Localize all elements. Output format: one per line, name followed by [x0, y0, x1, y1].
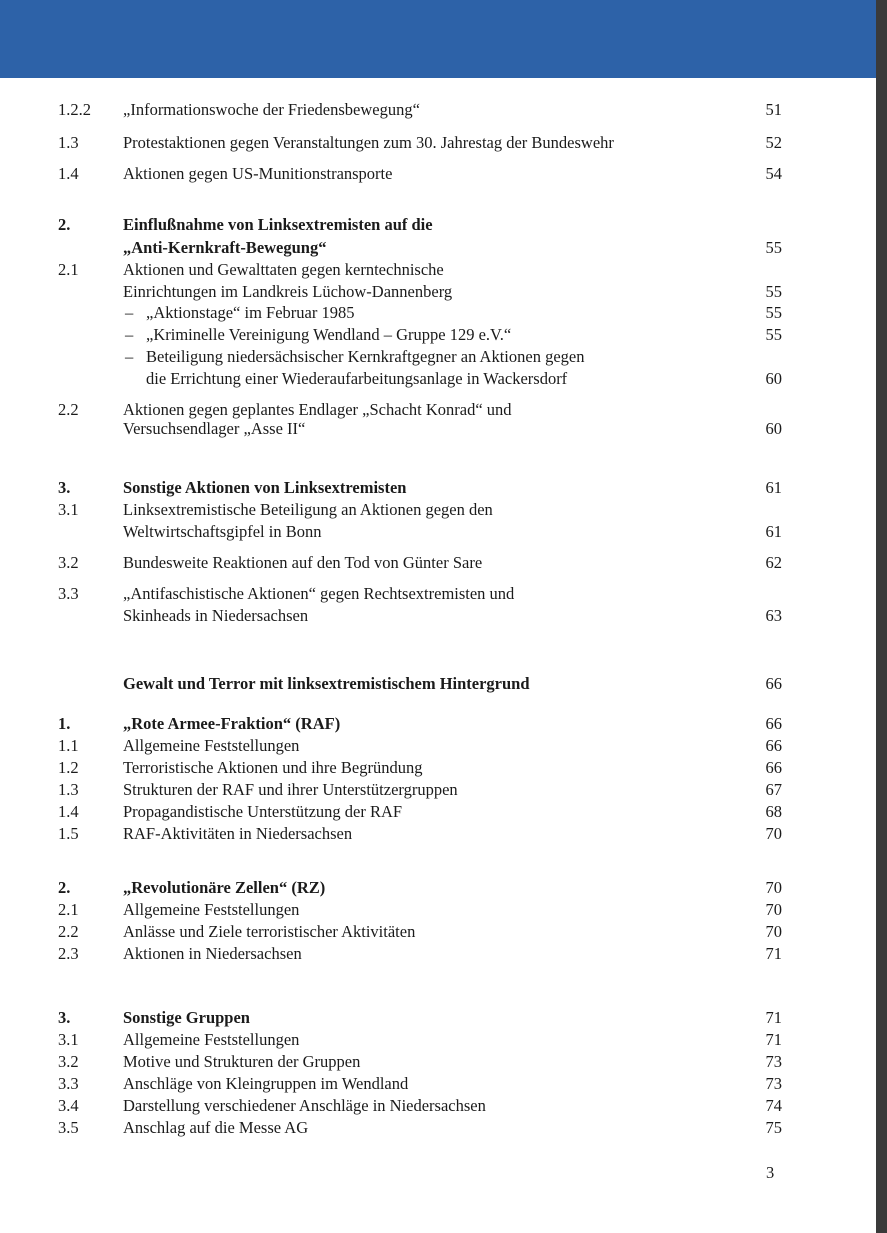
- toc-entry: [0, 735, 876, 757]
- toc-chapter-heading-continued: [0, 237, 876, 259]
- toc-page-number: 62: [765, 553, 782, 572]
- toc-page-number: 55: [765, 282, 782, 301]
- toc-entry: [0, 801, 876, 823]
- toc-entry-title: „Rote Armee-Fraktion“ (RAF): [123, 714, 341, 733]
- toc-entry-title: Anlässe und Ziele terroristischer Aktivitäten: [123, 922, 416, 941]
- toc-entry-continued: [0, 418, 876, 440]
- toc-section-number: 3.2: [58, 1052, 79, 1071]
- toc-entry-title: „Kriminelle Vereinigung Wendland – Gruppe 129 e.V.“: [146, 325, 512, 344]
- toc-dash: –: [125, 303, 134, 322]
- toc-section-number: 2.2: [58, 922, 79, 941]
- toc-entry: [0, 1095, 876, 1117]
- toc-entry-title: Protestaktionen gegen Veranstaltungen zum 30. Jahrestag der Bundeswehr: [123, 133, 614, 152]
- toc-entry-title: Einrichtungen im Landkreis Lüchow-Dannenberg: [123, 282, 453, 301]
- toc-chapter-heading: [0, 477, 876, 499]
- toc-entry: [0, 132, 876, 154]
- toc-entry: [0, 259, 876, 281]
- toc-entry: [0, 1117, 876, 1139]
- toc-entry-title: Allgemeine Feststellungen: [123, 900, 300, 919]
- toc-page-number: 70: [765, 824, 782, 843]
- toc-section-number: 3.1: [58, 500, 79, 519]
- toc-entry-title: Anschlag auf die Messe AG: [123, 1118, 309, 1137]
- toc-chapter-heading: [0, 1007, 876, 1029]
- toc-entry-title: Sonstige Gruppen: [123, 1008, 250, 1027]
- toc-entry-title: Weltwirtschaftsgipfel in Bonn: [123, 522, 322, 541]
- toc-page-number: 61: [765, 478, 782, 497]
- toc-section-number: 2.1: [58, 260, 79, 279]
- toc-entry-continued: [0, 281, 876, 303]
- toc-entry: [0, 823, 876, 845]
- toc-section-number: 1.: [58, 714, 71, 733]
- toc-page-number: 55: [765, 238, 782, 257]
- toc-page-number: 73: [765, 1074, 782, 1093]
- toc-section-number: 1.2.2: [58, 100, 91, 119]
- toc-chapter-heading: [0, 214, 876, 236]
- toc-section-number: 2.1: [58, 900, 79, 919]
- toc-section-number: 1.2: [58, 758, 79, 777]
- toc-section-number: 2.: [58, 878, 71, 897]
- toc-page-number: 71: [765, 944, 782, 963]
- toc-entry: [0, 499, 876, 521]
- toc-entry-title: Allgemeine Feststellungen: [123, 1030, 300, 1049]
- toc-entry-title: Aktionen gegen geplantes Endlager „Schacht Konrad“ und: [123, 400, 512, 419]
- header-color-band: [0, 0, 876, 78]
- toc-entry-title: Propagandistische Unterstützung der RAF: [123, 802, 403, 821]
- toc-entry-title: „Aktionstage“ im Februar 1985: [146, 303, 355, 322]
- toc-entry-title: Darstellung verschiedener Anschläge in Niedersachsen: [123, 1096, 486, 1115]
- toc-entry-title: Skinheads in Niedersachsen: [123, 606, 309, 625]
- toc-section-number: 3.4: [58, 1096, 79, 1115]
- toc-page-number: 55: [765, 325, 782, 344]
- toc-entry-title: RAF-Aktivitäten in Niedersachsen: [123, 824, 353, 843]
- toc-section-number: 2.: [58, 215, 71, 234]
- toc-page-number: 66: [765, 736, 782, 755]
- toc-section-number: 3.: [58, 1008, 71, 1027]
- toc-entry-title: „Revolutionäre Zellen“ (RZ): [123, 878, 326, 897]
- toc-page-number: 75: [765, 1118, 782, 1137]
- toc-page-number: 70: [765, 878, 782, 897]
- toc-entry: [0, 583, 876, 605]
- toc-entry: [0, 1051, 876, 1073]
- toc-page-number: 66: [765, 674, 782, 693]
- toc-chapter-heading: [0, 713, 876, 735]
- toc-chapter-heading: [0, 877, 876, 899]
- toc-entry-title: die Errichtung einer Wiederaufarbeitungsanlage in Wackersdorf: [146, 369, 568, 388]
- toc-section-number: 1.4: [58, 802, 79, 821]
- toc-section-number: 3.3: [58, 584, 79, 603]
- toc-entry-title: Anschläge von Kleingruppen im Wendland: [123, 1074, 409, 1093]
- toc-section-number: 3.5: [58, 1118, 79, 1137]
- toc-page-number: 71: [765, 1030, 782, 1049]
- toc-entry-title: Linksextremistische Beteiligung an Aktionen gegen den: [123, 500, 493, 519]
- toc-dash: –: [125, 325, 134, 344]
- toc-page-number: 60: [765, 369, 782, 388]
- toc-page-number: 74: [765, 1096, 782, 1115]
- toc-entry: [0, 921, 876, 943]
- toc-page-number: 52: [765, 133, 782, 152]
- toc-page-number: 66: [765, 758, 782, 777]
- toc-entry: [0, 99, 876, 121]
- toc-entry-title: Sonstige Aktionen von Linksextremisten: [123, 478, 407, 497]
- toc-section-number: 3.2: [58, 553, 79, 572]
- toc-page-number: 63: [765, 606, 782, 625]
- toc-section-number: 3.3: [58, 1074, 79, 1093]
- toc-entry-title: Terroristische Aktionen und ihre Begründung: [123, 758, 423, 777]
- toc-entry-title: Bundesweite Reaktionen auf den Tod von Günter Sare: [123, 553, 483, 572]
- toc-entry: [0, 779, 876, 801]
- toc-entry: [0, 943, 876, 965]
- toc-page-number: 61: [765, 522, 782, 541]
- toc-sub-item: [0, 302, 876, 324]
- toc-section-number: 2.2: [58, 400, 79, 419]
- toc-entry-title: Versuchsendlager „Asse II“: [123, 419, 306, 438]
- toc-page-number: 73: [765, 1052, 782, 1071]
- toc-page-number: 51: [765, 100, 782, 119]
- toc-entry-title: „Informationswoche der Friedensbewegung“: [123, 100, 420, 119]
- toc-entry-title: „Antifaschistische Aktionen“ gegen Rechtsextremisten und: [123, 584, 515, 603]
- toc-entry: [0, 899, 876, 921]
- toc-entry-title: Einflußnahme von Linksextremisten auf die: [123, 215, 433, 234]
- toc-entry-title: Beteiligung niedersächsischer Kernkraftgegner an Aktionen gegen: [146, 347, 585, 366]
- toc-entry-continued: [0, 605, 876, 627]
- toc-entry-title: Strukturen der RAF und ihrer Unterstützergruppen: [123, 780, 458, 799]
- toc-section-number: 3.: [58, 478, 71, 497]
- toc-dash: –: [125, 347, 134, 366]
- toc-sub-item: [0, 324, 876, 346]
- toc-page-number: 71: [765, 1008, 782, 1027]
- toc-section-number: 1.3: [58, 780, 79, 799]
- toc-page-number: 66: [765, 714, 782, 733]
- toc-section-number: 3.1: [58, 1030, 79, 1049]
- toc-entry-title: Aktionen und Gewalttaten gegen kerntechnische: [123, 260, 444, 279]
- toc-entry-title: „Anti-Kernkraft-Bewegung“: [123, 238, 327, 257]
- toc-section-number: 1.5: [58, 824, 79, 843]
- toc-entry-title: Gewalt und Terror mit linksextremistischem Hintergrund: [123, 674, 530, 693]
- toc-page-number: 55: [765, 303, 782, 322]
- toc-entry: [0, 1073, 876, 1095]
- toc-page-number: 70: [765, 922, 782, 941]
- toc-entry: [0, 757, 876, 779]
- toc-entry-title: Allgemeine Feststellungen: [123, 736, 300, 755]
- toc-page-number: 70: [765, 900, 782, 919]
- toc-section-number: 1.1: [58, 736, 79, 755]
- toc-page-number: 67: [765, 780, 782, 799]
- toc-entry: [0, 1029, 876, 1051]
- toc-entry-title: Aktionen in Niedersachsen: [123, 944, 302, 963]
- page-number: 3: [766, 1163, 775, 1182]
- toc-sub-item: [0, 346, 876, 368]
- toc-section-number: 1.3: [58, 133, 79, 152]
- toc-entry-continued: [0, 521, 876, 543]
- toc-part-heading: [0, 673, 876, 695]
- toc-page-number: 68: [765, 802, 782, 821]
- page-edge-shadow: [876, 0, 887, 1233]
- toc-section-number: 1.4: [58, 164, 79, 183]
- toc-entry: [0, 163, 876, 185]
- toc-page-number: 54: [765, 164, 782, 183]
- toc-entry-title: Aktionen gegen US-Munitionstransporte: [123, 164, 393, 183]
- toc-page-number: 60: [765, 419, 782, 438]
- toc-entry: [0, 552, 876, 574]
- toc-section-number: 2.3: [58, 944, 79, 963]
- toc-entry-title: Motive und Strukturen der Gruppen: [123, 1052, 361, 1071]
- toc-sub-item-continued: [0, 368, 876, 390]
